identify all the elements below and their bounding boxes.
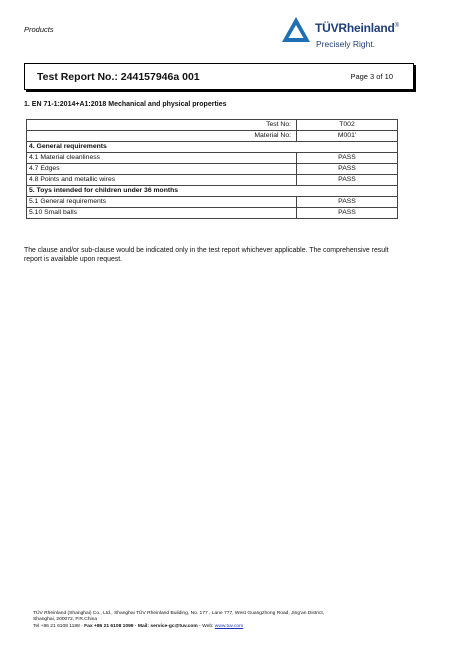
material-no-label: Material No: xyxy=(27,131,297,142)
footer-web-link[interactable]: www.tuv.com xyxy=(214,623,244,629)
table-row xyxy=(27,164,398,175)
clause-cell: 4.8 Points and metallic wires xyxy=(27,175,297,186)
footer-web-label: Web: xyxy=(202,623,215,629)
results-table xyxy=(26,119,398,219)
result-cell: PASS xyxy=(297,175,398,186)
result-cell: PASS xyxy=(297,164,398,175)
clause-cell: 4.1 Material cleanliness xyxy=(27,153,297,164)
test-no-value: T002 xyxy=(297,120,398,131)
footer-address: TÜV Rheinland (Shanghai) Co., Ltd., Shanghai TÜV Rheinland Building, No. 177 , Lane 777, West Guangzhong Road, Jing'an District, xyxy=(33,611,325,616)
report-note: The clause and/or sub-clause would be indicated only in the test report whichever applicable. The comprehensive result report is available upon request. xyxy=(24,247,389,263)
table-group-header xyxy=(27,186,398,197)
group-title: 5. Toys intended for children under 36 months xyxy=(27,186,398,197)
table-group-header xyxy=(27,142,398,153)
document-category: Products xyxy=(24,25,54,34)
table-row xyxy=(27,208,398,219)
footer-fax: Fax +86 21 6108 1099 · xyxy=(84,623,138,629)
page-number: Page 3 of 10 xyxy=(350,72,393,81)
table-row xyxy=(27,175,398,186)
table-row xyxy=(27,153,398,164)
result-cell: PASS xyxy=(297,197,398,208)
logo-slogan: Precisely Right. xyxy=(316,39,376,49)
report-title-box xyxy=(24,63,414,90)
group-title: 4. General requirements xyxy=(27,142,398,153)
material-no-value: M001' xyxy=(297,131,398,142)
footer-city: Shanghai, 200072, P.R.China xyxy=(33,617,98,623)
clause-cell: 5.1 General requirements xyxy=(27,197,297,208)
footer-tel: Tel +86 21 6108 1188 · xyxy=(33,623,85,629)
result-cell: PASS xyxy=(297,208,398,219)
table-row xyxy=(27,197,398,208)
clause-cell: 4.7 Edges xyxy=(27,164,297,175)
footer xyxy=(33,611,433,630)
logo-brand: TÜVRheinland® xyxy=(315,21,399,35)
report-title: Test Report No.: 244157946a 001 xyxy=(37,71,200,83)
section-heading: 1. EN 71-1:2014+A1:2018 Mechanical and physical properties xyxy=(24,101,227,108)
table-row xyxy=(27,120,398,131)
footer-mail: Mail: service-gc@tuv.com · xyxy=(137,623,203,629)
result-cell: PASS xyxy=(297,153,398,164)
table-row xyxy=(27,131,398,142)
tuv-triangle-icon xyxy=(281,16,311,44)
clause-cell: 5.10 Small balls xyxy=(27,208,297,219)
tuv-logo xyxy=(281,16,441,56)
footer-contact xyxy=(33,624,433,630)
test-no-label: Test No: xyxy=(27,120,297,131)
